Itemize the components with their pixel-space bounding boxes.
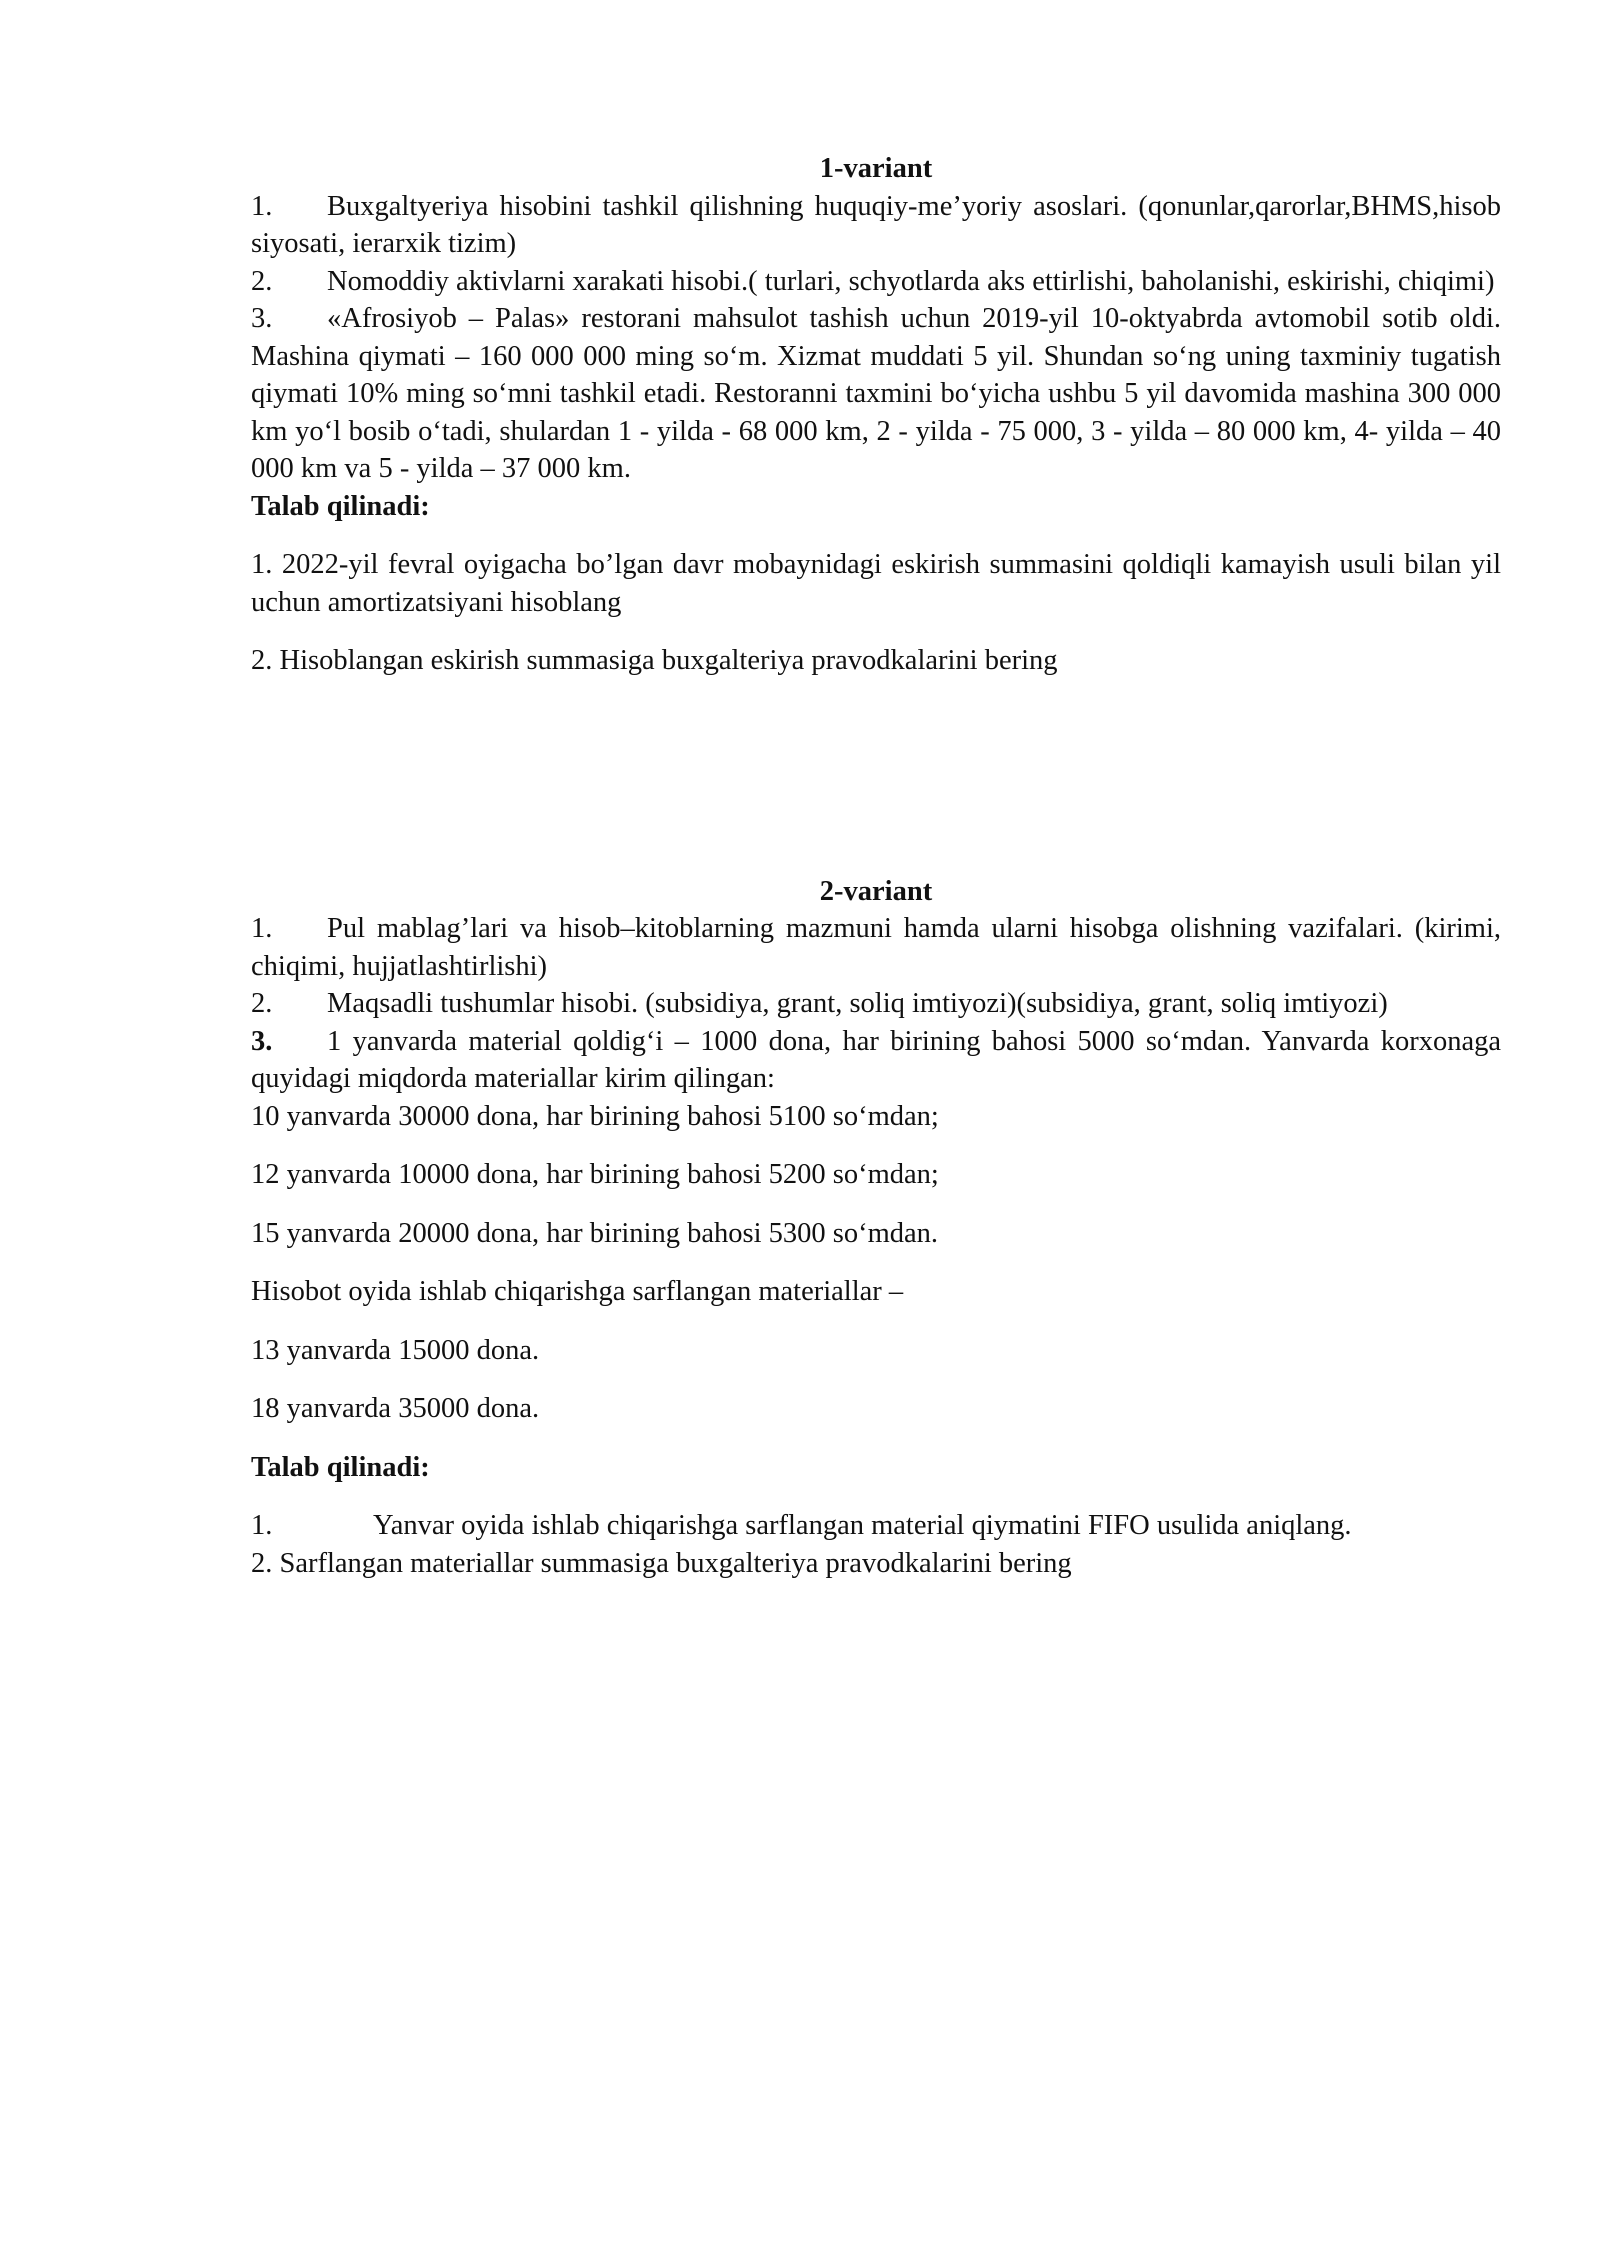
item-text: Buxgaltyeriya hisobini tashkil qilishning huquqiy-me’yoriy asoslari. (qonunlar,qarorlar,BHMS,hisob siyosati, ierarxik tizim) <box>251 190 1501 259</box>
variant-1-required-label: Talab qilinadi: <box>251 490 430 522</box>
variant-1-task-1: 1. 2022-yil fevral oyigacha bo’lgan davr mobaynidagi eskirish summasini qoldiqli kamayish usuli bilan yil uchun amortizatsiyani hisoblang <box>251 549 1501 618</box>
variant-1-task-2: 2. Hisoblangan eskirish summasiga buxgalteriya pravodkalarini bering <box>251 645 1058 676</box>
usage-intro: Hisobot oyida ishlab chiqarishga sarflangan materiallar – <box>251 1276 904 1307</box>
receipt-line-1: 10 yanvarda 30000 dona, har birining bahosi 5100 so‘mdan; <box>251 1100 939 1132</box>
item-text: «Afrosiyob – Palas» restorani mahsulot tashish uchun 2019-yil 10-oktyabrda avtomobil sotib oldi. Mashina qiymati – 160 000 000 ming so‘m. Xizmat muddati 5 yil. Shundan so‘ng uning taxminiy tugatish qiymati 10% ming so‘mni tashkil etadi. Restoranni taxmini bo‘yicha ushbu 5 yil davomida mashina 300 000 km yo‘l bosib o‘tadi, shulardan 1 - yilda - 68 000 km, 2 - yilda - 75 000, 3 - yilda – 80 000 km, 4- yilda – 40 000 km va 5 - yilda – 37 000 km. <box>251 303 1501 484</box>
variant-1-item-3 <box>251 300 1501 488</box>
item-text: Pul mablag’lari va hisob–kitoblarning mazmuni hamda ularni hisobga olishning vazifalari. (kirimi, chiqimi, hujjatlashtirlishi) <box>251 913 1501 982</box>
item-text: Maqsadli tushumlar hisobi. (subsidiya, grant, soliq imtiyozi)(subsidiya, grant, soliq imtiyozi) <box>327 988 1388 1019</box>
task-number: 1. <box>251 1510 273 1541</box>
variant-2-item-3 <box>251 1023 1501 1098</box>
usage-line-1: 13 yanvarda 15000 dona. <box>251 1334 540 1366</box>
item-text: Nomoddiy aktivlarni xarakati hisobi.( turlari, schyotlarda aks ettirlishi, baholanishi, eskirishi, chiqimi) <box>327 265 1495 297</box>
item-number: 3. <box>251 1025 273 1057</box>
item-number: 3. <box>251 303 273 334</box>
variant-2-title: 2-variant <box>819 875 933 907</box>
variant-1-title: 1-variant <box>819 153 933 184</box>
usage-line-2: 18 yanvarda 35000 dona. <box>251 1393 540 1424</box>
receipt-line-2: 12 yanvarda 10000 dona, har birining bahosi 5200 so‘mdan; <box>251 1159 939 1190</box>
receipt-line-3: 15 yanvarda 20000 dona, har birining bahosi 5300 so‘mdan. <box>251 1217 939 1249</box>
item-number: 2. <box>251 265 273 297</box>
variant-2-item-1 <box>251 910 1501 985</box>
item-text: 1 yanvarda material qoldig‘i – 1000 dona, har birining bahosi 5000 so‘mdan. Yanvarda korxonaga quyidagi miqdorda materiallar kirim qilingan: <box>251 1025 1501 1094</box>
document-page <box>251 150 1501 1582</box>
item-number: 1. <box>251 190 273 222</box>
variant-2-task-2: 2. Sarflangan materiallar summasiga buxgalteriya pravodkalarini bering <box>251 1547 1072 1579</box>
item-number: 2. <box>251 988 273 1019</box>
variant-2-item-2 <box>251 985 1501 1023</box>
variant-2-task-1 <box>251 1507 1501 1545</box>
variant-1-item-1 <box>251 188 1501 263</box>
variant-1-item-2 <box>251 263 1501 301</box>
item-number: 1. <box>251 913 273 944</box>
variant-2-required-label: Talab qilinadi: <box>251 1451 430 1483</box>
task-text: Yanvar oyida ishlab chiqarishga sarflangan material qiymatini FIFO usulida aniqlang. <box>373 1510 1352 1541</box>
